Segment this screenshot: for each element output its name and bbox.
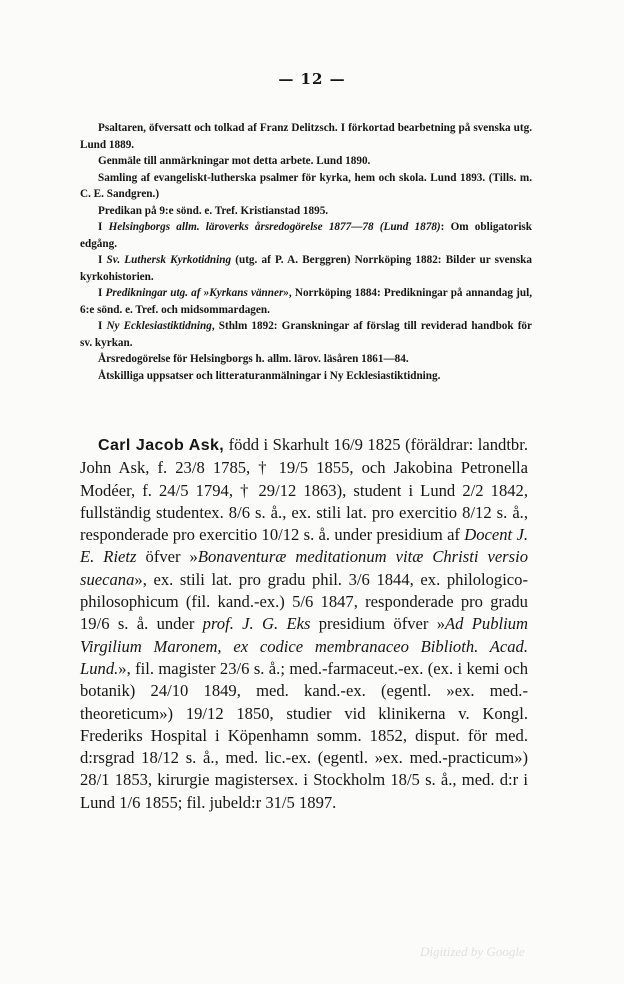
bio-date: 16/9 [333, 435, 363, 454]
bib-entry: Årsredogörelse för Helsingborgs h. allm. lärov. läsåren 1861—84. [98, 353, 409, 365]
bio-italic: Docent J. E. Rietz [80, 525, 528, 567]
bio-text: 1855; fil. jubeld:r [140, 792, 266, 812]
bio-text: 1785, † [204, 458, 279, 478]
bib-prefix: I [98, 320, 103, 332]
bio-text: », fil. magister [118, 658, 220, 678]
bib-entry: Åtskilliga uppsatser och litteraturanmälningar i Ny Ecklesiastiktidning. [98, 369, 441, 382]
person-name: Carl Jacob Ask, [98, 437, 225, 454]
bio-text: 1853, kirurgie magistersex. i Stockholm [109, 770, 391, 790]
bio-text: 1849, med. kand.-ex. (egentl. »ex. med.-theoreticum») [80, 681, 528, 723]
bio-text: s. å. under [109, 614, 203, 634]
bib-prefix: I [98, 221, 103, 233]
bio-italic: Ad Publium Virgilium Maronem, ex codice membranaceo Biblioth. Acad. Lund. [80, 614, 529, 678]
bio-date: 31/5 [265, 792, 295, 812]
bib-rest: , Norrköping 1884: Predikningar på annandag jul, 6:e sönd. e. Tref. och midsommardagen. [80, 287, 533, 316]
bib-entry [80, 318, 532, 351]
bio-text: s. å., med. d:r i Lund [80, 770, 528, 812]
bio-text: född i Skarhult [224, 435, 334, 454]
biography-paragraph [80, 434, 528, 814]
bib-rest: (utg. af P. A. Berggren) Norrköping 1882: Bilder ur svenska kyrkohistorien. [80, 254, 532, 283]
bib-title: Sv. Luthersk Kyrkotidning [106, 254, 232, 266]
bio-date: 19/5 [278, 458, 309, 478]
bio-text: 1863), student i Lund [296, 480, 463, 500]
bio-text: s. å., responderade pro exercitio [80, 502, 528, 545]
bio-date: 5/6 [292, 592, 314, 612]
bio-text: », ex. stili lat. pro gradu phil. [134, 569, 349, 589]
bib-rest: , Sthlm 1892: Granskningar af förslag till reviderad handbok för sv. kyrkan. [80, 320, 532, 349]
bib-rest: : Om obligatorisk edgång. [80, 221, 532, 250]
bio-date: 24/10 [150, 681, 189, 701]
bio-text: s. å.; med.-farmaceut.-ex. (ex. i kemi och botanik) [80, 658, 528, 701]
bio-text: s. å. under presidium af [299, 525, 465, 545]
bib-prefix: I [98, 254, 103, 266]
biography-section [80, 434, 528, 814]
bio-text: presidium öfver » [310, 614, 446, 634]
bio-text: 1842, fullständig studentex. [80, 480, 529, 522]
bio-date: 29/12 [258, 480, 297, 500]
bio-date: 1/6 [119, 792, 141, 812]
bio-date: 18/5 [390, 770, 420, 790]
bio-date: 19/6 [80, 614, 110, 634]
bio-text: 1794, † [188, 480, 259, 500]
bio-date: 2/2 [462, 480, 484, 500]
bibliography-section [80, 120, 532, 384]
bio-date: 28/1 [80, 770, 110, 790]
bio-date: 18/12 [141, 748, 179, 768]
bio-date: 23/8 [175, 458, 205, 478]
bib-entry: Genmäle till anmärkningar mot detta arbete. Lund 1890. [98, 155, 371, 167]
bio-date: 8/6 [228, 502, 251, 522]
bio-date: 8/12 [462, 502, 492, 522]
bib-entry: Psaltaren, öfversatt och tolkad af Franz Delitzsch. I förkortad bearbetning på svenska utg. Lund 1889. [80, 122, 532, 151]
bio-text: 1855, och Jakobina Petronella Modéer, f. [80, 458, 528, 500]
bio-text: öfver » [136, 547, 198, 567]
bib-entry [80, 252, 532, 285]
watermark: Digitized by Google [420, 944, 525, 959]
bib-title: Predikningar utg. af »Kyrkans vänner» [105, 287, 289, 299]
bio-text: s. å., ex. stili lat. pro exercitio [250, 502, 463, 522]
bib-title: Helsingborgs allm. läroverks årsredogörelse 1877—78 (Lund 1878) [108, 221, 441, 233]
bio-text: 1844, ex. philologico-philosophicum (fil. kand.-ex.) [80, 569, 528, 612]
bio-date: 24/5 [159, 480, 189, 500]
bib-entry [80, 219, 532, 252]
bio-date: 10/12 [261, 525, 300, 545]
bib-entry [80, 285, 532, 318]
bio-italic: Bonaventuræ meditationum vitæ Christi versio suecana [80, 547, 529, 589]
bio-date: 19/12 [185, 703, 224, 723]
bio-date: 23/6 [219, 658, 250, 678]
bio-italic: prof. J. G. Eks [202, 614, 311, 634]
bio-text: 1825 (föräldrar: landtbr. John Ask, f. [80, 435, 528, 478]
bio-date: 3/6 [348, 569, 370, 589]
bib-prefix: I [98, 287, 103, 299]
bio-text: s. å., med. lic.-ex. (egentl. »ex. med.-practicum») [178, 748, 528, 768]
bio-text: 1897. [294, 792, 337, 812]
bio-text: 1850, studier vid klinikerna v. Kongl. Frederiks Hospital i Köpenhamn somm. 1852, disput. för med. d:rsgrad [80, 703, 528, 768]
bio-text: 1847, responderade pro gradu [313, 592, 528, 612]
bib-entry: Predikan på 9:e sönd. e. Tref. Kristianstad 1895. [98, 204, 329, 217]
page-number: — 12 — [278, 70, 346, 88]
bib-title: Ny Ecklesiastiktidning [106, 320, 212, 332]
bib-entry: Samling af evangeliskt-lutherska psalmer för kyrka, hem och skola. Lund 1893. (Tills. m. C. E. Sandgren.) [80, 171, 532, 200]
